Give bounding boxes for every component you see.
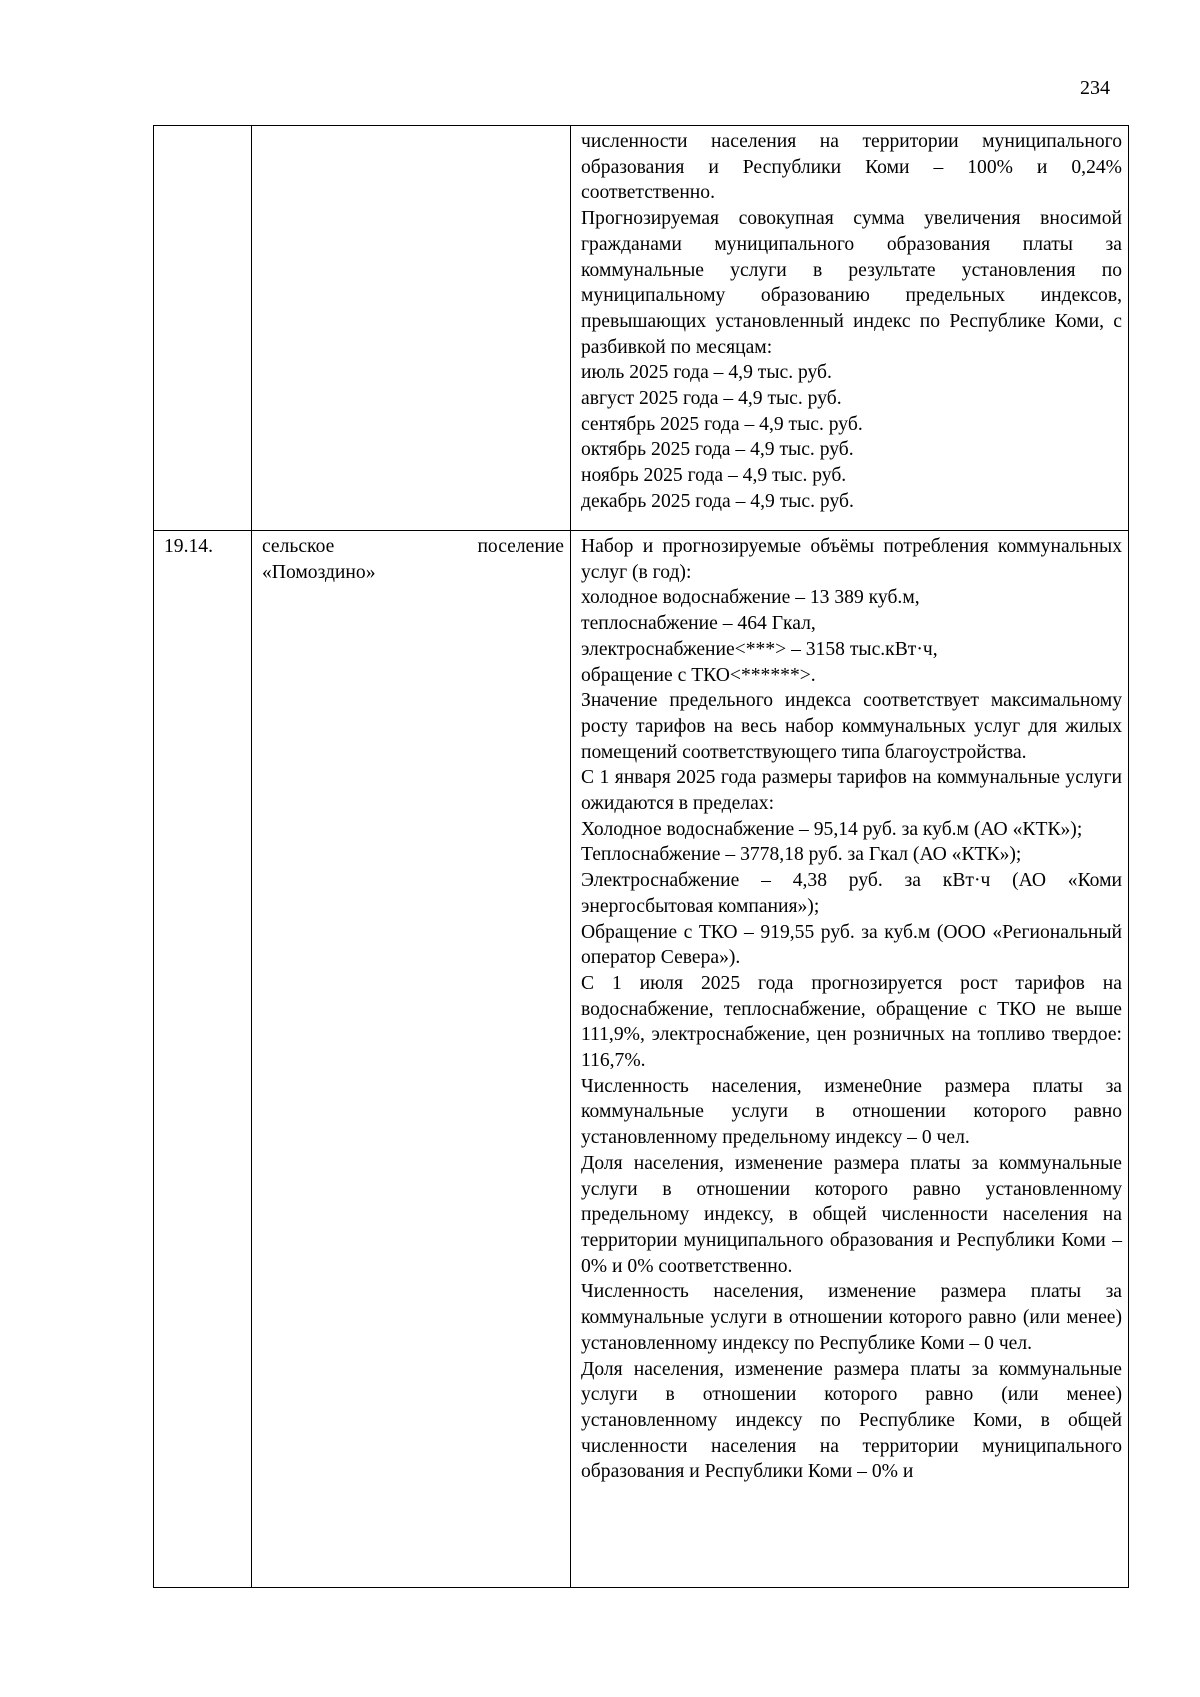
paragraph: Набор и прогнозируемые объёмы потребления коммунальных услуг (в год): <box>581 536 1122 583</box>
page-number: 234 <box>1080 77 1110 99</box>
paragraph: Холодное водоснабжение – 95,14 руб. за куб.м (АО «КТК»); <box>581 818 1083 840</box>
row-number-cell <box>154 126 252 531</box>
municipal-index-table <box>153 125 1129 1588</box>
volume-line: обращение с ТКО<******>. <box>581 664 816 686</box>
paragraph: численности населения на территории муниципального образования и Республики Коми – 100% и 0,24% соответственно. <box>581 131 1122 204</box>
table-row-pomozdino <box>154 531 1129 1588</box>
municipality-name-cell <box>252 531 571 1588</box>
municipality-type: сельское поселение <box>262 536 564 557</box>
row-number-cell <box>154 531 252 1588</box>
paragraph: Доля населения, изменение размера платы за коммунальные услуги в отношении которого равно (или менее) установленному индексу по Республике Коми, в общей численности населения на территории муниципального образования и Республики Коми – 0% и <box>581 1358 1122 1483</box>
table-row-continuation <box>154 126 1129 531</box>
indicator-description-cell <box>571 126 1129 531</box>
monthly-increase-line: ноябрь 2025 года – 4,9 тыс. руб. <box>581 465 847 487</box>
paragraph: Численность населения, изменение размера платы за коммунальные услуги в отношении которого равно (или менее) установленному индексу по Республике Коми – 0 чел. <box>581 1281 1122 1354</box>
volume-line: теплоснабжение – 464 Гкал, <box>581 613 816 635</box>
monthly-increase-line: октябрь 2025 года – 4,9 тыс. руб. <box>581 439 854 461</box>
paragraph: С 1 января 2025 года размеры тарифов на коммунальные услуги ожидаются в пределах: <box>581 767 1122 815</box>
paragraph: Прогнозируемая совокупная сумма увеличения вносимой гражданами муниципального образования платы за коммунальные услуги в результате установления по муниципальному образованию предельных индексов, превышающих установленный индекс по Республике Коми, с разбивкой по месяцам: <box>581 208 1122 358</box>
monthly-increase-line: август 2025 года – 4,9 тыс. руб. <box>581 388 842 410</box>
volume-line: холодное водоснабжение – 13 389 куб.м, <box>581 587 920 609</box>
paragraph: Электроснабжение – 4,38 руб. за кВт·ч (АО «Коми энергосбытовая компания»); <box>581 870 1122 917</box>
monthly-increase-line: июль 2025 года – 4,9 тыс. руб. <box>581 362 832 384</box>
paragraph: Доля населения, изменение размера платы за коммунальные услуги в отношении которого равно установленному предельному индексу, в общей численности населения на территории муниципального образования и Республики Коми – 0% и 0% соответственно. <box>581 1152 1122 1277</box>
paragraph: Обращение с ТКО – 919,55 руб. за куб.м (ООО «Региональный оператор Севера»). <box>581 921 1122 969</box>
paragraph: Значение предельного индекса соответствует максимальному росту тарифов на весь набор коммунальных услуг для жилых помещений соответствующего типа благоустройства. <box>581 690 1122 763</box>
paragraph: Численность населения, измене0ние размера платы за коммунальные услуги в отношении которого равно установленному предельному индексу – 0 чел. <box>581 1075 1122 1149</box>
monthly-increase-line: декабрь 2025 года – 4,9 тыс. руб. <box>581 490 854 512</box>
municipality-name-cell <box>252 126 571 531</box>
paragraph: Теплоснабжение – 3778,18 руб. за Гкал (АО «КТК»); <box>581 844 1022 866</box>
municipality-name: «Помоздино» <box>262 561 376 583</box>
row-number: 19.14. <box>164 536 213 557</box>
indicator-description-cell <box>571 531 1129 1588</box>
volume-line: электроснабжение<***> – 3158 тыс.кВт·ч, <box>581 638 938 660</box>
monthly-increase-line: сентябрь 2025 года – 4,9 тыс. руб. <box>581 413 863 435</box>
paragraph: С 1 июля 2025 года прогнозируется рост тарифов на водоснабжение, теплоснабжение, обращение с ТКО не выше 111,9%, электроснабжение, цен розничных на топливо твердое: 116,7%. <box>581 972 1122 1072</box>
